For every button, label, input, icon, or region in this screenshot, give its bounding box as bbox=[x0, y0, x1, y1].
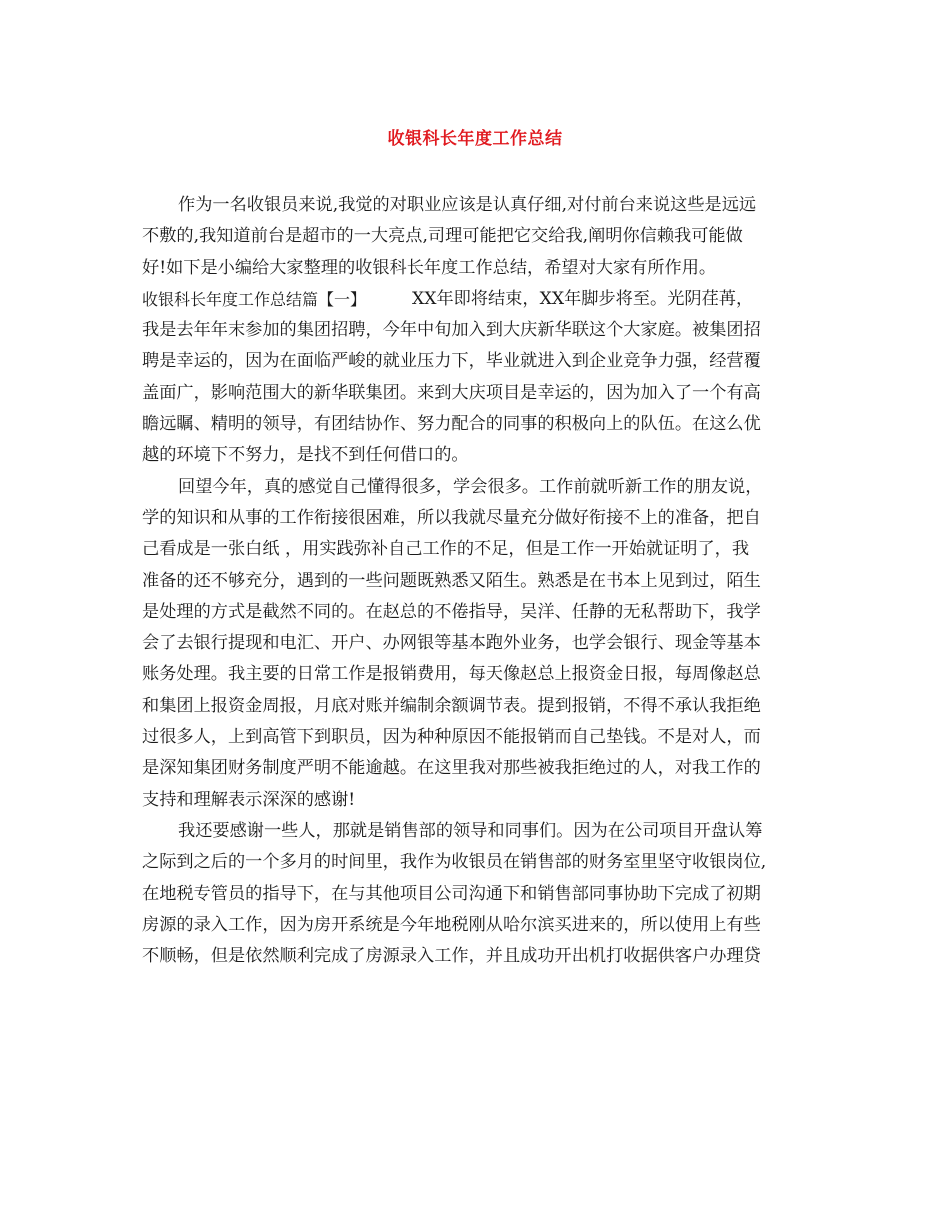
paragraph2-line: 过很多人，上到高管下到职员，因为种种原因不能报销而自己垫钱。不是对人，而 bbox=[142, 727, 761, 748]
section-line: 聘是幸运的，因为在面临严峻的就业压力下，毕业就进入到企业竞争力强，经营覆 bbox=[142, 351, 761, 372]
paragraph3-line: 在地税专管员的指导下，在与其他项目公司沟通下和销售部同事协助下完成了初期 bbox=[142, 883, 761, 904]
paragraph2-line: 支持和理解表示深深的感谢! bbox=[142, 789, 356, 810]
section-first-line: XX年即将结束，XX年脚步将至。光阴荏苒， bbox=[412, 288, 754, 309]
section-line: 我是去年年末参加的集团招聘，今年中旬加入到大庆新华联这个大家庭。被集团招 bbox=[142, 320, 761, 341]
paragraph3-line: 我还要感谢一些人，那就是销售部的领导和同事们。因为在公司项目开盘认筹 bbox=[178, 820, 763, 841]
paragraph2-line: 和集团上报资金周报，月底对账并编制余额调节表。提到报销，不得不承认我拒绝 bbox=[142, 695, 761, 716]
paragraph2-line: 回望今年，真的感觉自己懂得很多，学会很多。工作前就听新工作的朋友说， bbox=[178, 476, 763, 497]
document-body bbox=[142, 190, 814, 972]
section-heading: 收银科长年度工作总结篇【一】 bbox=[142, 289, 367, 309]
paragraph3-line: 房源的录入工作，因为房开系统是今年地税刚从哈尔滨买进来的，所以使用上有些 bbox=[142, 914, 761, 935]
intro-line: 作为一名收银员来说,我觉的对职业应该是认真仔细,对付前台来说这些是远远 bbox=[178, 195, 757, 215]
paragraph2-line: 账务处理。我主要的日常工作是报销费用，每天像赵总上报资金日报，每周像赵总 bbox=[142, 664, 761, 685]
paragraph3-line: 不顺畅，但是依然顺利完成了房源录入工作，并且成功开出机打收据供客户办理贷 bbox=[142, 946, 761, 967]
paragraph3-line: 之际到之后的一个多月的时间里，我作为收银员在销售部的财务室里坚守收银岗位, bbox=[142, 852, 767, 873]
section-heading-row bbox=[142, 284, 814, 315]
paragraph2-line: 会了去银行提现和电汇、开户、办网银等基本跑外业务，也学会银行、现金等基本 bbox=[142, 633, 761, 654]
intro-line: 不敷的,我知道前台是超市的一大亮点,司理可能把它交给我,阐明你信赖我可能做 bbox=[142, 226, 743, 247]
intro-line: 好!如下是小编给大家整理的收银科长年度工作总结，希望对大家有所作用。 bbox=[142, 257, 717, 278]
section-line: 瞻远瞩、精明的领导，有团结协作、努力配合的同事的积极向上的队伍。在这么优 bbox=[142, 414, 761, 435]
paragraph2-line: 己看成是一张白纸 ，用实践弥补自己工作的不足，但是工作一开始就证明了，我 bbox=[142, 539, 750, 560]
section-line: 越的环境下不努力，是找不到任何借口的。 bbox=[142, 445, 469, 466]
paragraph2-line: 是处理的方式是截然不同的。在赵总的不倦指导，吴洋、任静的无私帮助下，我学 bbox=[142, 601, 761, 622]
paragraph2-line: 是深知集团财务制度严明不能逾越。在这里我对那些被我拒绝过的人，对我工作的 bbox=[142, 758, 761, 779]
paragraph2-line: 学的知识和从事的工作衔接很困难，所以我就尽量充分做好衔接不上的准备，把自 bbox=[142, 507, 761, 528]
section-line: 盖面广，影响范围大的新华联集团。来到大庆项目是幸运的，因为加入了一个有高 bbox=[142, 382, 761, 403]
document-title: 收银科长年度工作总结 bbox=[387, 129, 563, 149]
paragraph2-line: 准备的还不够充分，遇到的一些问题既熟悉又陌生。熟悉是在书本上见到过，陌生 bbox=[142, 570, 761, 591]
